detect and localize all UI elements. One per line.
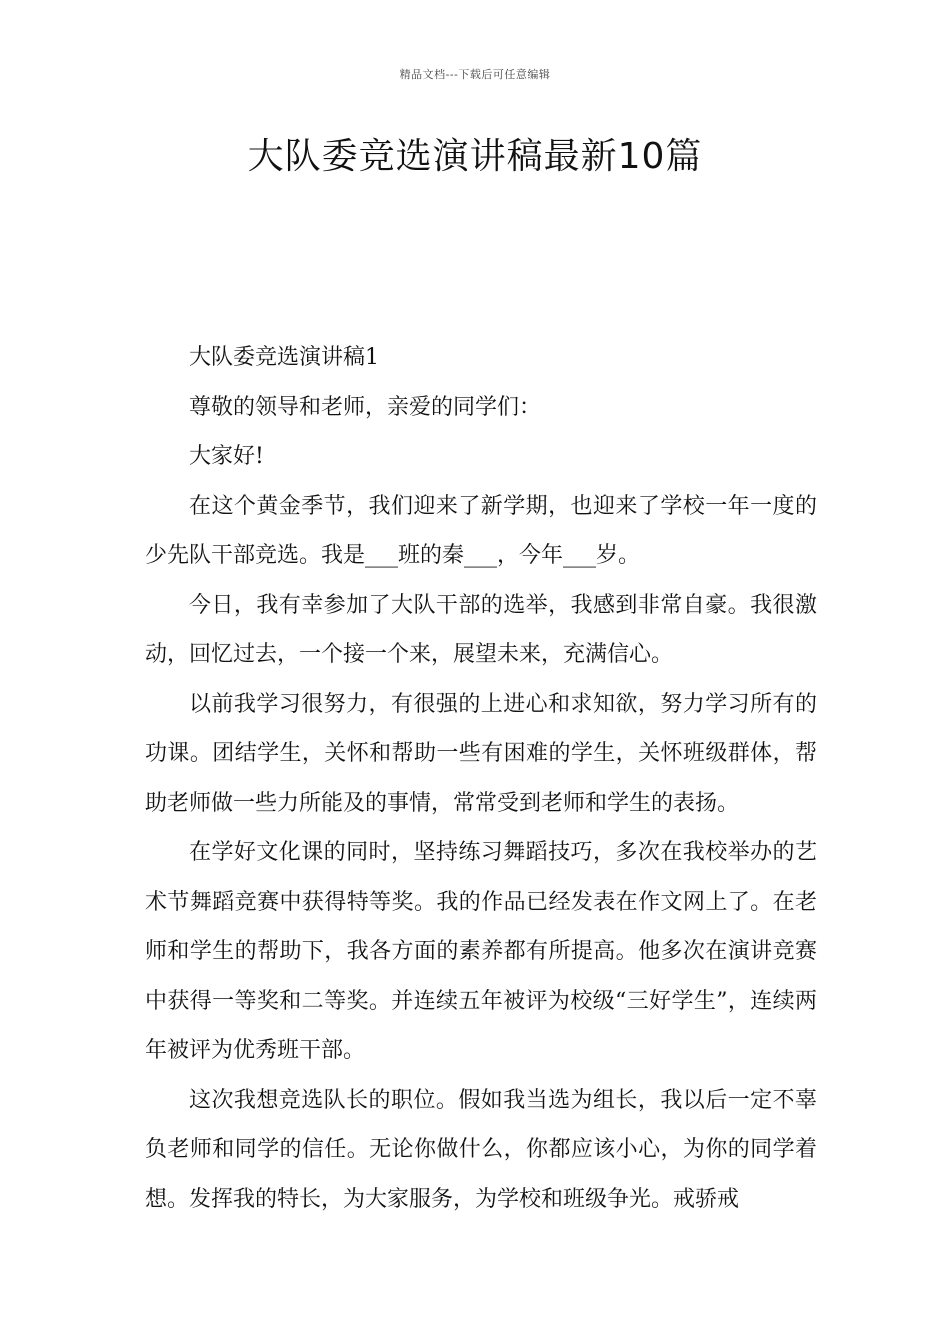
salutation: 大家好! [189, 444, 264, 469]
paragraph: 以前我学习很努力，有很强的上进心和求知欲，努力学习所有的功课。团结学生，关怀和帮助一些有困难的学生，关怀班级群体，帮助老师做一些力所能及的事情，常常受到老师和学生的表扬。 [145, 691, 817, 816]
section-heading: 大队委竞选演讲稿1 [189, 345, 379, 370]
paragraph: 今日，我有幸参加了大队干部的选举，我感到非常自豪。我很激动，回忆过去，一个接一个来，展望未来，充满信心。 [145, 592, 817, 667]
header-note: 精品文档---下载后可任意编辑 [399, 68, 551, 81]
document-body [145, 333, 817, 1224]
paragraph: 这次我想竞选队长的职位。假如我当选为组长，我以后一定不辜负老师和同学的信任。无论你做什么，你都应该小心，为你的同学着想。发挥我的特长，为大家服务，为学校和班级争光。戒骄戒 [145, 1087, 817, 1212]
document-title: 大队委竞选演讲稿最新10篇 [247, 136, 703, 177]
greeting: 尊敬的领导和老师，亲爱的同学们： [189, 394, 542, 420]
paragraph: 在这个黄金季节，我们迎来了新学期，也迎来了学校一年一度的少先队干部竞选。我是___班的秦___，今年___岁。 [145, 493, 817, 568]
paragraph: 在学好文化课的同时，坚持练习舞蹈技巧，多次在我校举办的艺术节舞蹈竞赛中获得特等奖。我的作品已经发表在作文网上了。在老师和学生的帮助下，我各方面的素养都有所提高。他多次在演讲竞赛中获得一等奖和二等奖。并连续五年被评为校级“三好学生”，连续两年被评为优秀班干部。 [145, 840, 817, 1063]
